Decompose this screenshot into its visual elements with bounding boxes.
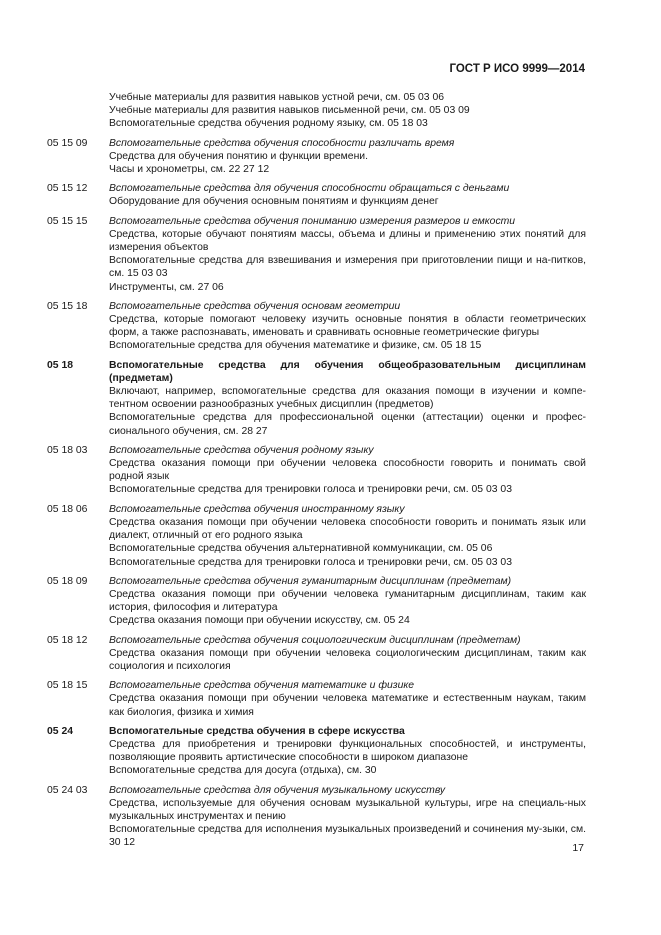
entry-body bbox=[109, 725, 586, 778]
entry-body bbox=[109, 503, 586, 569]
entry-title: Вспомогательные средства обучения основам геометрии bbox=[109, 300, 401, 312]
entry-code: 05 18 12 bbox=[47, 634, 88, 646]
classification-entry bbox=[47, 634, 586, 674]
entry-title: Вспомогательные средства обучения иностранному языку bbox=[109, 503, 405, 515]
entry-body bbox=[109, 784, 586, 850]
entry-code: 05 24 bbox=[47, 725, 74, 737]
entry-description-line: Вспомогательные средства для тренировки голоса и тренировки речи, см. 05 03 03 bbox=[109, 484, 512, 496]
entry-description-line: Вспомогательные средства для досуга (отдыха), см. 30 bbox=[109, 765, 377, 777]
entry-code: 05 24 03 bbox=[47, 784, 88, 796]
classification-entry bbox=[47, 784, 586, 850]
entry-code: 05 15 12 bbox=[47, 183, 88, 195]
entry-code: 05 15 18 bbox=[47, 300, 88, 312]
entry-body bbox=[109, 444, 586, 497]
classification-entry bbox=[47, 725, 586, 778]
entry-description-line: Средства оказания помощи при обучении человека способности говорить и понимать язык или диалект, отличный от его родного языка bbox=[109, 516, 586, 542]
entry-body bbox=[109, 137, 586, 177]
entry-title: Вспомогательные средства для обучения общеобразовательным дисциплинам (предметам) bbox=[109, 359, 586, 384]
entry-body bbox=[109, 679, 586, 719]
document-header-standard: ГОСТ Р ИСО 9999—2014 bbox=[449, 63, 585, 75]
entry-title: Вспомогательные средства обучения способности различать время bbox=[109, 137, 455, 149]
classification-entry bbox=[47, 215, 586, 294]
continuation-line: Учебные материалы для развития навыков устной речи, см. 05 03 06 bbox=[109, 92, 444, 103]
entry-body bbox=[109, 359, 586, 438]
entry-description-line: Вспомогательные средства для взвешивания и измерения при приготовлении пищи и на-питков, см. 15 03 03 bbox=[109, 255, 586, 280]
entry-description-line: Средства для приобретения и тренировки функциональных способностей, и инструменты, позволяющие проявить артистические способности в широком диапазоне bbox=[109, 738, 586, 764]
entry-description-line: Средства оказания помощи при обучении человека гуманитарным дисциплинам, таким как история, философия и литература bbox=[109, 588, 586, 614]
continuation-block bbox=[109, 91, 586, 131]
entry-body bbox=[109, 634, 586, 674]
entries-list bbox=[47, 137, 586, 850]
entry-title: Вспомогательные средства обучения математике и физике bbox=[109, 680, 415, 692]
classification-entry bbox=[47, 575, 586, 628]
entry-description-line: Включают, например, вспомогательные средства для оказания помощи в изучении и компе-тентном освоении разнообразных учебных дисциплин (предметов) bbox=[109, 386, 586, 411]
entry-description-line: Часы и хронометры, см. 22 27 12 bbox=[109, 164, 270, 176]
entry-body bbox=[109, 575, 586, 628]
entry-code: 05 18 03 bbox=[47, 444, 88, 456]
entry-title: Вспомогательные средства для обучения способности обращаться с деньгами bbox=[109, 183, 510, 195]
entry-body bbox=[109, 300, 586, 353]
entry-description-line: Вспомогательные средства для исполнения музыкальных произведений и сочинения му-зыки, см. 30 12 bbox=[109, 824, 586, 849]
entry-code: 05 18 15 bbox=[47, 680, 88, 692]
entry-code: 05 18 06 bbox=[47, 503, 88, 515]
entry-body bbox=[109, 215, 586, 294]
entry-code: 05 15 09 bbox=[47, 137, 88, 149]
entry-description-line: Средства для обучения понятию и функции времени. bbox=[109, 150, 368, 162]
entry-description-line: Средства, которые обучают понятиям массы, объема и длины и применению этих понятий для измерения объектов bbox=[109, 228, 586, 254]
entry-title: Вспомогательные средства обучения родному языку bbox=[109, 444, 374, 456]
entry-body bbox=[109, 182, 586, 208]
entry-description-line: Средства оказания помощи при обучении искусству, см. 05 24 bbox=[109, 615, 410, 627]
classification-entry bbox=[47, 503, 586, 569]
classification-entry bbox=[47, 359, 586, 438]
entry-description-line: Вспомогательные средства для профессиональной оценки (аттестации) оценки и профес-сионального обучения, см. 28 27 bbox=[109, 412, 586, 437]
continuation-line: Учебные материалы для развития навыков письменной речи, см. 05 03 09 bbox=[109, 105, 470, 117]
entry-description-line: Вспомогательные средства для обучения математике и физике, см. 05 18 15 bbox=[109, 340, 482, 352]
classification-entry bbox=[47, 444, 586, 497]
entry-description-line: Инструменты, см. 27 06 bbox=[109, 281, 224, 293]
page-number: 17 bbox=[572, 842, 584, 854]
entry-description-line: Вспомогательные средства обучения альтернативной коммуникации, см. 05 06 bbox=[109, 543, 493, 555]
entry-description-line: Средства оказания помощи при обучении человека способности говорить и понимать свой родной язык bbox=[109, 458, 586, 483]
continuation-line: Вспомогательные средства обучения родному языку, см. 05 18 03 bbox=[109, 118, 428, 130]
classification-entry bbox=[47, 182, 586, 208]
entry-description-line: Средства, которые помогают человеку изучить основные понятия в области геометрических форм, а также распознавать, именовать и сравнивать основные геометрические фигуры bbox=[109, 314, 586, 339]
classification-entry bbox=[47, 300, 586, 353]
entry-description-line: Средства, используемые для обучения основам музыкальной культуры, игре на специаль-ных музыкальных инструментах и пению bbox=[109, 797, 586, 822]
entry-title: Вспомогательные средства обучения гуманитарным дисциплинам (предметам) bbox=[109, 575, 512, 587]
entry-title: Вспомогательные средства обучения в сфере искусства bbox=[109, 725, 405, 737]
entry-title: Вспомогательные средства обучения пониманию измерения размеров и емкости bbox=[109, 215, 516, 227]
entry-code: 05 18 09 bbox=[47, 575, 88, 587]
entry-code: 05 18 bbox=[47, 359, 74, 371]
entry-description-line: Средства оказания помощи при обучении человека математике и естественным наукам, таким как биология, физика и химия bbox=[109, 693, 586, 718]
entry-title: Вспомогательные средства для обучения музыкальному искусству bbox=[109, 784, 446, 796]
entry-description-line: Оборудование для обучения основным понятиям и функциям денег bbox=[109, 196, 439, 208]
classification-entry bbox=[47, 679, 586, 719]
entry-title: Вспомогательные средства обучения социологическим дисциплинам (предметам) bbox=[109, 634, 521, 646]
classification-entry bbox=[47, 137, 586, 177]
entry-description-line: Средства оказания помощи при обучении человека социологическим дисциплинам, таким как социология и психология bbox=[109, 647, 586, 672]
entry-description-line: Вспомогательные средства для тренировки голоса и тренировки речи, см. 05 03 03 bbox=[109, 556, 512, 568]
document-content bbox=[47, 91, 586, 850]
entry-code: 05 15 15 bbox=[47, 215, 88, 227]
